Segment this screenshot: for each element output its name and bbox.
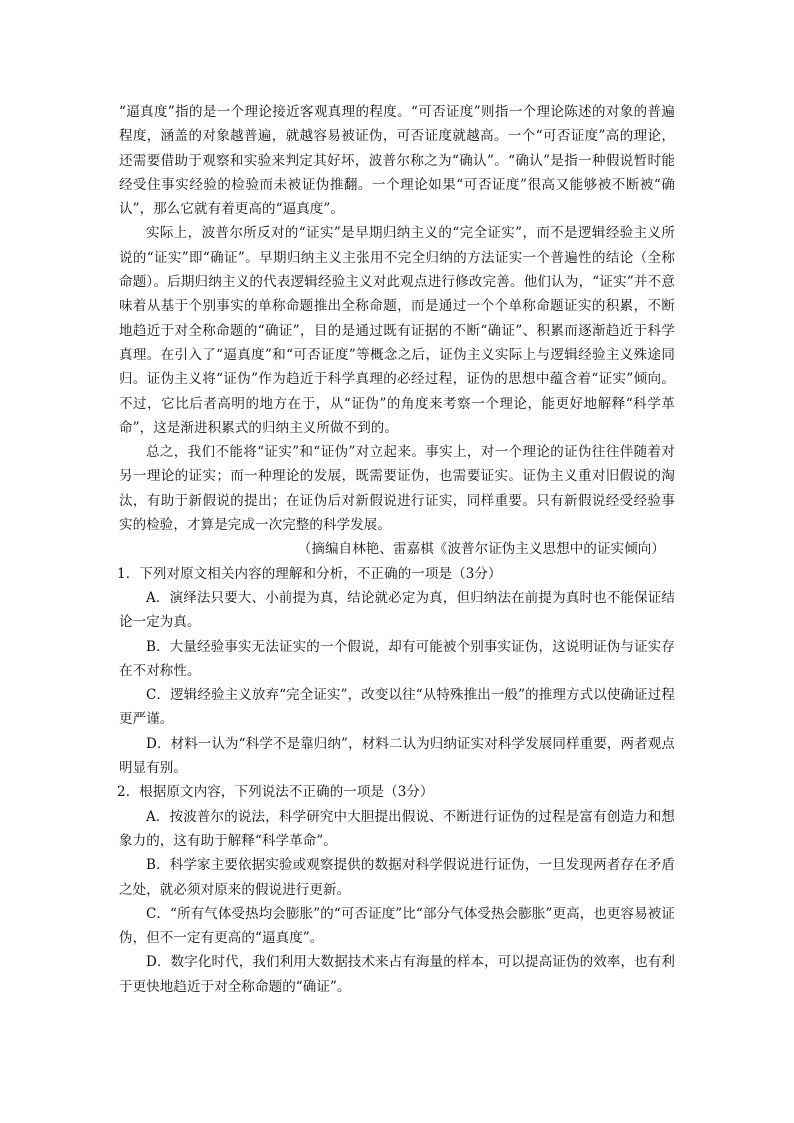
question-2-stem: 2．根据原文内容，下列说法不正确的一项是（3分）: [117, 784, 434, 801]
question-1-option-c: C．逻辑经验主义放弃“完全证实”，改变以往“从特殊推出一般”的推理方式以使确证过程更严谨。: [119, 687, 675, 728]
document-page: [119, 100, 675, 999]
question-1-option-d: D．材料一认为“科学不是靠归纳”，材料二认为归纳证实对科学发展同样重要，两者观点明显有别。: [119, 735, 675, 777]
question-1-stem: 1．下列对原文相关内容的理解和分析，不正确的一项是（3分）: [117, 565, 502, 582]
question-2-option-c: C．“所有气体受热均会膨胀”的“可否证度”比“部分气体受热会膨胀”更高，也更容易被证伪，但不一定有更高的“逼真度”。: [119, 905, 675, 947]
question-1-option-a: A．演绎法只要大、小前提为真，结论就必定为真，但归纳法在前提为真时也不能保证结论一定为真。: [119, 589, 675, 631]
passage-paragraph-3: 总之，我们不能将“证实”和“证伪”对立起来。事实上，对一个理论的证伪往往伴随着对另一理论的证实；而一种理论的发展，既需要证伪，也需要证实。证伪主义重对旧假说的淘汰，有助于新假说的提出；在证伪后对新假说进行证实，同样重要。只有新假说经受经验事实的检验，才算是完成一次完整的科学发展。: [119, 444, 675, 534]
question-2-option-b: B．科学家主要依据实验或观察提供的数据对科学假说进行证伪，一旦发现两者存在矛盾之处，就必须对原来的假说进行更新。: [119, 857, 675, 898]
question-2-option-a: A．按波普尔的说法，科学研究中大胆提出假说、不断进行证伪的过程是富有创造力和想象力的，这有助于解释“科学革命”。: [119, 808, 675, 849]
passage-paragraph-2: 实际上，波普尔所反对的“证实”是早期归纳主义的“完全证实”，而不是逻辑经验主义所说的“证实”即“确证”。早期归纳主义主张用不完全归纳的方法证实一个普遍性的结论（全称命题）。后期归纳主义的代表逻辑经验主义对此观点进行修改完善。他们认为，“证实”并不意味着从基于个别事实的单称命题推出全称命题，而是通过一个个单称命题证实的积累，不断地趋近于对全称命题的“确证”，目的是通过既有证据的不断“确证”、积累而逐渐趋近于科学真理。在引入了“逼真度”和“可否证度”等概念之后，证伪主义实际上与逻辑经验主义殊途同归。证伪主义将“证伪”作为趋近于科学真理的必经过程，证伪的思想中蕴含着“证实”倾向。不过，它比后者高明的地方在于，从“证伪”的角度来考察一个理论，能更好地解释“科学革命”，这是渐进积累式的归纳主义所做不到的。: [119, 225, 675, 436]
passage-paragraph-1: “逼真度”指的是一个理论接近客观真理的程度。“可否证度”则指一个理论陈述的对象的普遍程度，涵盖的对象越普遍，就越容易被证伪，可否证度就越高。一个“可否证度”高的理论，还需要借助于观察和实验来判定其好坏，波普尔称之为“确认”。“确认”是指一种假说暂时能经受住事实经验的检验而未被证伪推翻。一个理论如果“可否证度”很高又能够被不断被“确认”，那么它就有着更高的“逼真度”。: [119, 104, 675, 218]
question-2-option-d: D．数字化时代，我们利用大数据技术来占有海量的样本，可以提高证伪的效率，也有利于更快地趋近于对全称命题的“确证”。: [119, 954, 675, 995]
passage-source: （摘编自林艳、雷嘉棋《波普尔证伪主义思想中的证实倾向）: [297, 541, 665, 558]
question-1-option-b: B．大量经验事实无法证实的一个假说，却有可能被个别事实证伪，这说明证伪与证实存在不对称性。: [119, 638, 675, 679]
